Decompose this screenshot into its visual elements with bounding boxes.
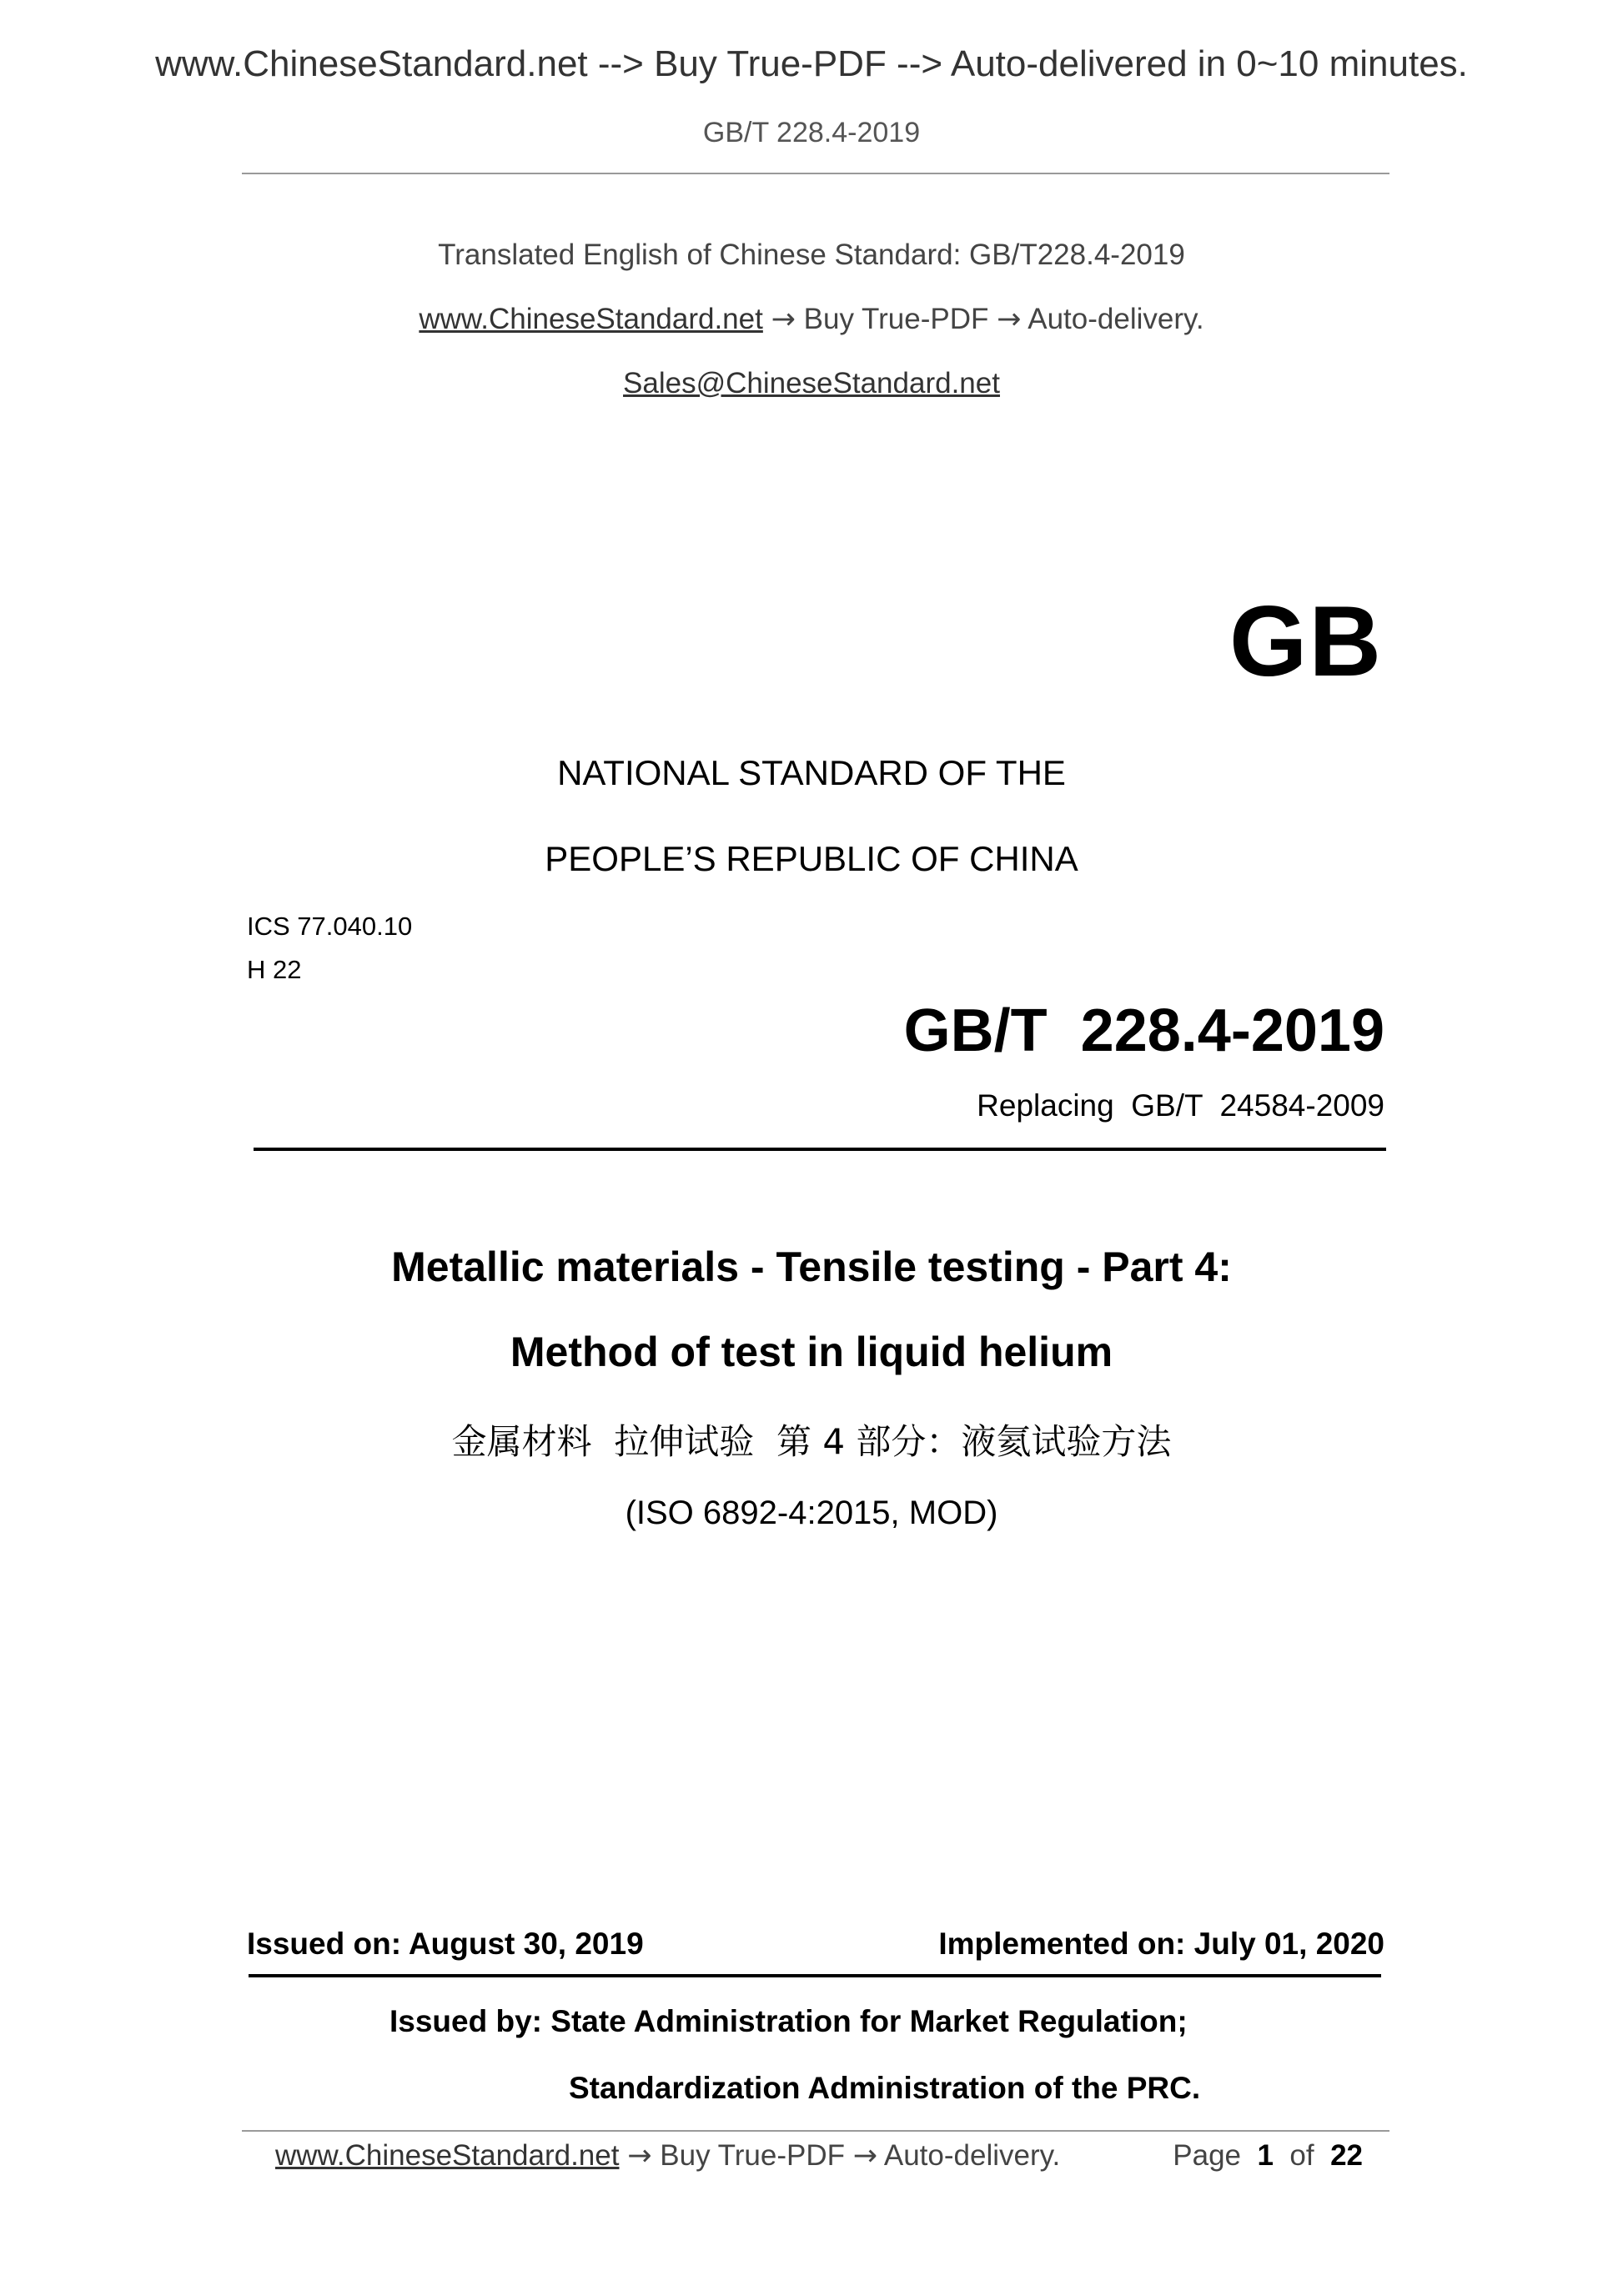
footer-site-link[interactable]: www.ChineseStandard.net [275, 2139, 620, 2172]
right-arrow-icon: → [771, 303, 796, 336]
running-header: GB/T 228.4-2019 [702, 117, 921, 148]
right-arrow-icon: → [997, 303, 1022, 336]
sales-email-link[interactable]: Sales@ChineseStandard.net [623, 367, 1000, 399]
ics-code: ICS 77.040.10 [247, 912, 413, 941]
right-arrow-icon: → [627, 2139, 652, 2173]
issued-date: Issued on: August 30, 2019 [247, 1927, 644, 1961]
replacing-note: Replacing GB/T 24584-2009 [977, 1088, 1384, 1123]
national-title-line2: PEOPLE’S REPUBLIC OF CHINA [545, 839, 1078, 878]
ccs-code: H 22 [247, 955, 302, 984]
footer-delivery-text: Auto-delivery. [883, 2139, 1061, 2172]
page-label: Page [1173, 2139, 1242, 2172]
translation-note: Translated English of Chinese Standard: GB/T228.4-2019 [438, 239, 1185, 271]
of-label: of [1289, 2139, 1314, 2172]
footer-divider [242, 2130, 1389, 2132]
standard-number: GB/T 228.4-2019 [903, 997, 1384, 1064]
gb-logo: GB [1229, 585, 1383, 697]
implemented-date: Implemented on: July 01, 2020 [938, 1927, 1384, 1961]
number-divider [254, 1148, 1386, 1151]
title-line1: Metallic materials - Tensile testing - Part 4: [391, 1243, 1232, 1290]
footer-buy-text: Buy True-PDF [660, 2139, 845, 2172]
adoption-note: (ISO 6892-4:2015, MOD) [625, 1495, 998, 1531]
issuer-line1: Issued by: State Administration for Market Regulation; [389, 2004, 1188, 2038]
dates-divider [249, 1974, 1381, 1977]
header-divider [242, 173, 1389, 174]
issuer-line2: Standardization Administration of the PRC. [569, 2071, 1201, 2105]
right-arrow-icon: → [852, 2139, 878, 2173]
page-total: 22 [1330, 2139, 1363, 2172]
purchase-line [0, 303, 1623, 336]
buy-text: Buy True-PDF [803, 303, 989, 335]
top-banner[interactable]: www.ChineseStandard.net --> Buy True-PDF --> Auto-delivered in 0~10 minutes. [155, 43, 1468, 84]
page-indicator [1173, 2139, 1363, 2173]
sales-email-line [0, 367, 1623, 400]
title-line2: Method of test in liquid helium [510, 1329, 1113, 1375]
chinese-title: 金属材料 拉伸试验 第 4 部分：液氦试验方法 [451, 1421, 1172, 1462]
site-link[interactable]: www.ChineseStandard.net [419, 303, 763, 335]
national-title-line1: NATIONAL STANDARD OF THE [557, 753, 1066, 792]
footer-purchase-line [275, 2139, 1060, 2173]
page-number: 1 [1257, 2139, 1274, 2172]
delivery-text: Auto-delivery. [1028, 303, 1204, 335]
